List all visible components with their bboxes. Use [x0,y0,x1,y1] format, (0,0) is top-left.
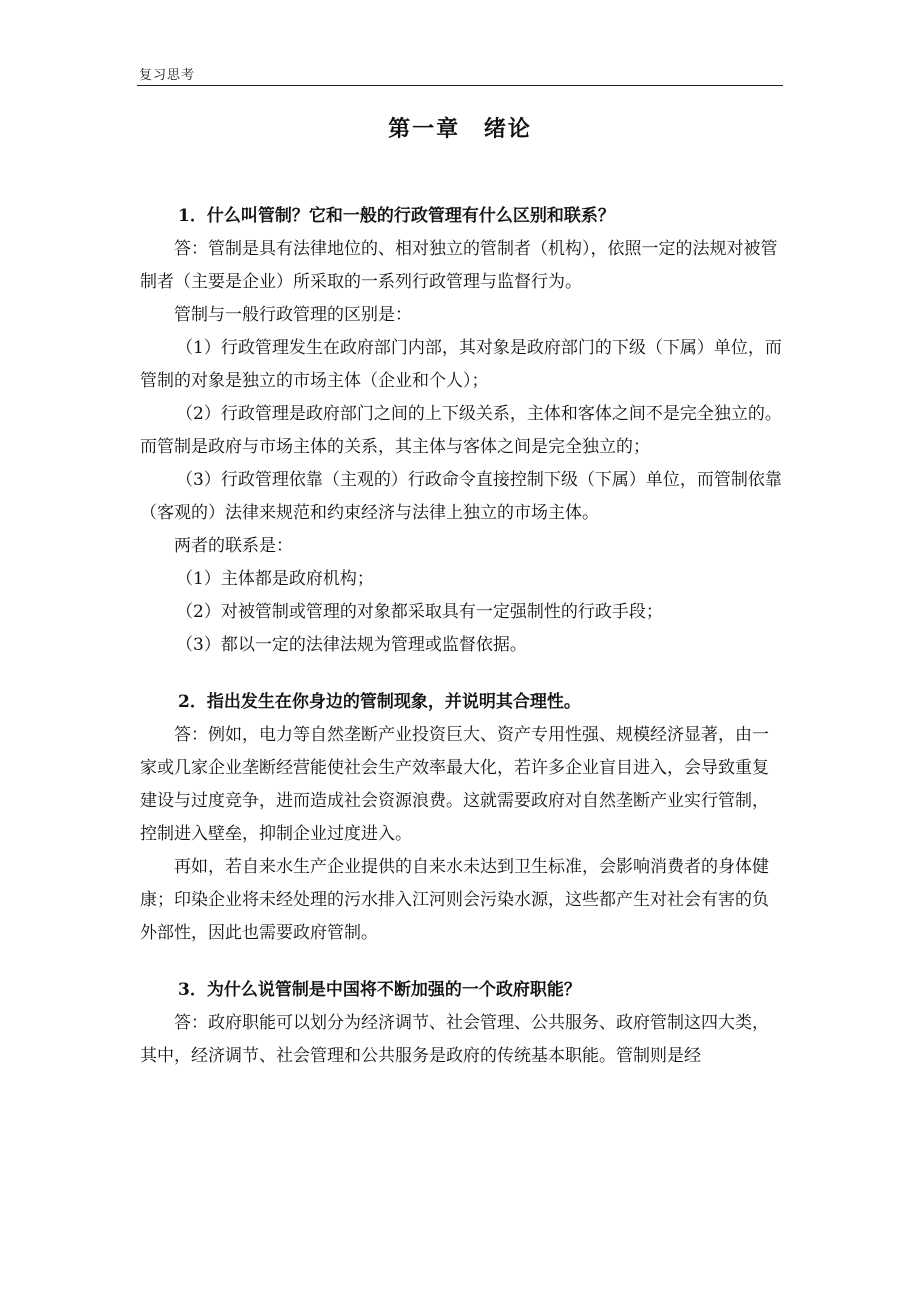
question-2: 2．指出发生在你身边的管制现象，并说明其合理性。 [178,692,581,712]
document-body [140,200,785,1073]
chapter-title: 第一章 绪论 [388,116,532,142]
section-gap [140,662,785,686]
answer-3: 答：政府职能可以划分为经济调节、社会管理、公共服务、政府管制这四大类，其中，经济调节、社会管理和公共服务是政府的传统基本职能。管制则是经 [140,1013,769,1066]
section-gap [140,950,785,974]
answer-1: 答：管制是具有法律地位的、相对独立的管制者（机构），依照一定的法规对被管制者（主要是企业）所采取的一系列行政管理与监督行为。 [140,239,778,292]
difference-item-2: （2）行政管理是政府部门之间的上下级关系，主体和客体之间不是完全独立的。而管制是政府与市场主体的关系，其主体与客体之间是完全独立的； [140,404,782,457]
running-header: 复习思考 [139,68,196,83]
relation-intro: 两者的联系是： [174,536,293,556]
relation-item-3: （3）都以一定的法律法规为管理或监督依据。 [176,635,527,655]
difference-intro: 管制与一般行政管理的区别是： [174,305,412,325]
difference-item-1: （1）行政管理发生在政府部门内部，其对象是政府部门的下级（下属）单位，而管制的对象是独立的市场主体（企业和个人）； [140,338,782,391]
relation-item-2: （2）对被管制或管理的对象都采取具有一定强制性的行政手段； [176,602,663,622]
answer-2-continued: 再如，若自来水生产企业提供的自来水未达到卫生标准，会影响消费者的身体健康；印染企业将未经处理的污水排入江河则会污染水源，这些都产生对社会有害的负外部性，因此也需要政府管制。 [140,857,769,943]
relation-item-1: （1）主体都是政府机构； [176,569,374,589]
question-3: 3．为什么说管制是中国将不断加强的一个政府职能？ [178,980,581,1000]
header-rule [137,85,783,86]
question-1: 1．什么叫管制？它和一般的行政管理有什么区别和联系？ [178,206,615,226]
difference-item-3: （3）行政管理依靠（主观的）行政命令直接控制下级（下属）单位，而管制依靠（客观的）法律来规范和约束经济与法律上独立的市场主体。 [140,470,782,523]
answer-2: 答：例如，电力等自然垄断产业投资巨大、资产专用性强、规模经济显著，由一家或几家企业垄断经营能使社会生产效率最大化，若许多企业盲目进入，会导致重复建设与过度竞争，进而造成社会资源浪费。这就需要政府对自然垄断产业实行管制，控制进入壁垒，抑制企业过度进入。 [140,725,769,844]
